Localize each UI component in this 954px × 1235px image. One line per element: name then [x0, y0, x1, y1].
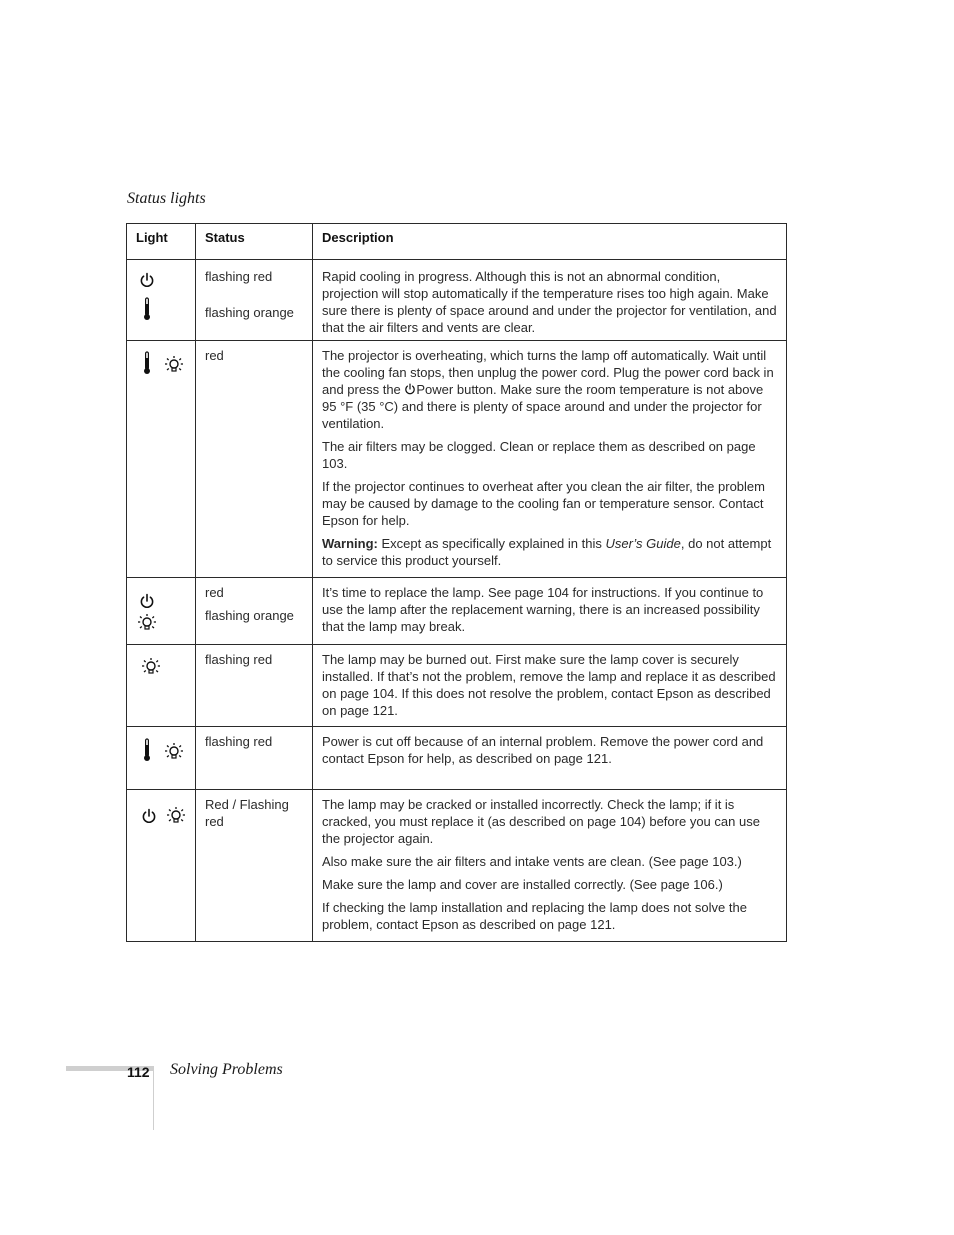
description-paragraph: The lamp may be cracked or installed incorrectly. Check the lamp; if it is cracked, you must replace it (as described on page 104) before you can use the projector again. — [322, 797, 760, 846]
status-cell — [196, 341, 313, 578]
warning-label: Warning: — [322, 536, 378, 551]
description-cell — [313, 260, 787, 341]
footer-divider — [153, 1066, 154, 1130]
light-cell — [127, 645, 196, 727]
description-paragraph: If checking the lamp installation and replacing the lamp does not solve the problem, contact Epson as described on page 121. — [322, 900, 747, 932]
light-cell — [127, 578, 196, 645]
description-paragraph: Make sure the lamp and cover are installed correctly. (See page 106.) — [322, 877, 723, 892]
status-text: red — [205, 348, 224, 363]
table-row — [127, 645, 787, 727]
lamp-icon — [137, 613, 157, 633]
description-paragraph: It’s time to replace the lamp. See page 104 for instructions. If you continue to use the lamp after the replacement warning, there is an increased possibility that the lamp may break. — [322, 585, 764, 634]
status-text: flashing orange — [205, 305, 294, 320]
status-lights-table — [126, 223, 787, 942]
description-paragraph: The lamp may be burned out. First make sure the lamp cover is securely installed. If that’s not the problem, remove the lamp and replace it as described on page 104. If this does not resolve the problem, contact Epson as described on page 121. — [322, 652, 776, 718]
power-icon — [139, 593, 155, 609]
description-paragraph: If the projector continues to overheat after you clean the air filter, the problem may be caused by damage to the cooling fan or temperature sensor. Contact Epson for help. — [322, 479, 765, 528]
lamp-icon — [164, 742, 184, 762]
guide-title: User’s Guide — [605, 536, 681, 551]
temperature-icon — [142, 297, 152, 321]
table-row — [127, 727, 787, 790]
table-row — [127, 260, 787, 341]
description-cell — [313, 578, 787, 645]
status-text: flashing red — [205, 652, 273, 667]
light-cell — [127, 341, 196, 578]
description-cell — [313, 645, 787, 727]
description-cell — [313, 727, 787, 790]
light-cell — [127, 790, 196, 942]
table-row — [127, 341, 787, 578]
light-cell — [127, 727, 196, 790]
description-paragraph: The air filters may be clogged. Clean or replace them as described on page 103. — [322, 439, 756, 471]
light-cell — [127, 260, 196, 341]
description-cell — [313, 790, 787, 942]
warning-paragraph: Warning: Except as specifically explained in this User’s Guide, do not attempt to service this product yourself. — [322, 536, 772, 568]
status-cell — [196, 645, 313, 727]
status-text: flashing red — [205, 269, 273, 284]
status-cell — [196, 260, 313, 341]
status-text: flashing orange — [205, 608, 294, 623]
status-text: red — [205, 585, 224, 600]
description-paragraph: Rapid cooling in progress. Although this is not an abnormal condition, projection will stop automatically if the temperature rises too high again. Make sure there is plenty of space around and under the projector for ventilation, and that the air filters and vents are clear. — [322, 269, 777, 335]
column-header-light: Light — [127, 224, 196, 260]
section-title: Solving Problems — [170, 1061, 283, 1078]
status-text: Red / Flashing red — [205, 797, 289, 829]
description-paragraph: The projector is overheating, which turns the lamp off automatically. Wait until the cooling fan stops, then unplug the power cord. Plug the power cord back in and press the Power button. Make sure the room temperature is not above 95 °F (35 °C) and there is plenty of space around and under the projector for ventilation. — [322, 348, 774, 431]
column-header-status: Status — [196, 224, 313, 260]
status-text: flashing red — [205, 734, 273, 749]
power-icon — [404, 383, 416, 395]
power-icon — [139, 272, 155, 288]
temperature-icon — [142, 738, 152, 762]
description-paragraph: Also make sure the air filters and intake vents are clean. (See page 103.) — [322, 854, 742, 869]
table-caption: Status lights — [127, 190, 206, 207]
lamp-icon — [166, 806, 186, 826]
status-cell — [196, 727, 313, 790]
status-cell — [196, 790, 313, 942]
table-row — [127, 790, 787, 942]
lamp-icon — [164, 355, 184, 375]
status-cell — [196, 578, 313, 645]
temperature-icon — [142, 351, 152, 375]
column-header-description: Description — [313, 224, 787, 260]
description-paragraph: Power is cut off because of an internal problem. Remove the power cord and contact Epson for help, as described on page 121. — [322, 734, 764, 766]
table-header-row — [127, 224, 787, 260]
page-number: 112 — [127, 1064, 150, 1080]
power-icon — [141, 808, 157, 824]
description-cell — [313, 341, 787, 578]
lamp-icon — [141, 657, 161, 677]
table-row — [127, 578, 787, 645]
